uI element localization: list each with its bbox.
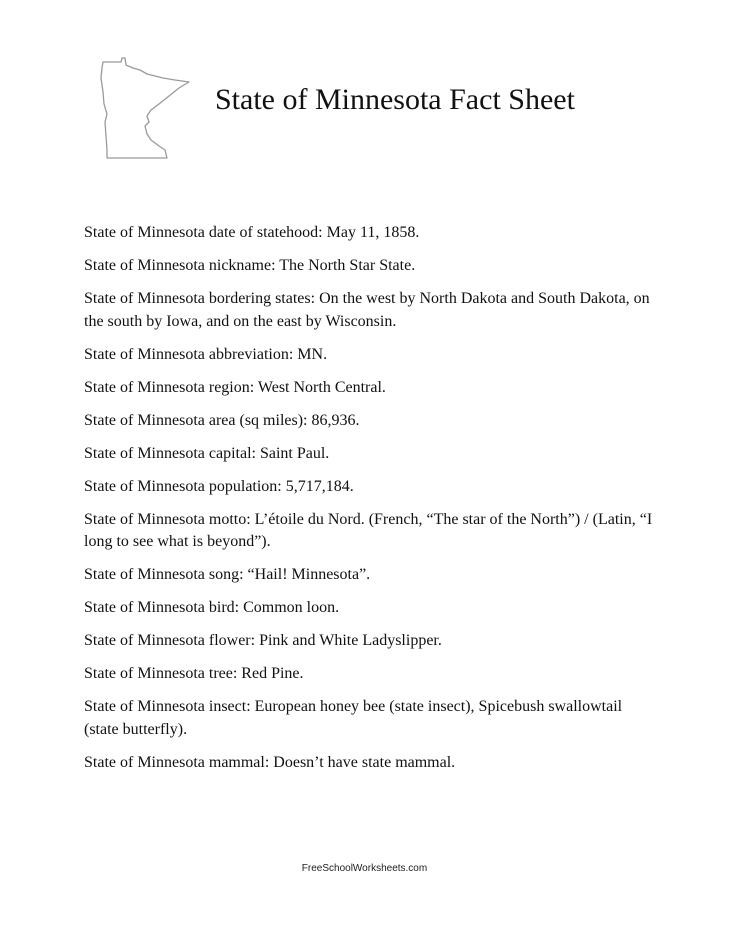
fact-bird: State of Minnesota bird: Common loon.: [84, 599, 340, 616]
fact-bordering-states: State of Minnesota bordering states: On the west by North Dakota and South Dakota, on the south by Iowa, and on the east by Wisconsin.: [84, 290, 650, 330]
footer-site-link[interactable]: FreeSchoolWorksheets.com: [301, 863, 428, 874]
fact-area: State of Minnesota area (sq miles): 86,936.: [84, 411, 360, 429]
fact-mammal: State of Minnesota mammal: Doesn’t have state mammal.: [84, 753, 456, 771]
fact-abbreviation: State of Minnesota abbreviation: MN.: [84, 345, 328, 363]
fact-region: State of Minnesota region: West North Central.: [84, 378, 386, 396]
fact-nickname: State of Minnesota nickname: The North Star State.: [84, 257, 416, 274]
fact-capital: State of Minnesota capital: Saint Paul.: [84, 444, 330, 462]
fact-insect: State of Minnesota insect: European honey bee (state insect), Spicebush swallowtail (state butterfly).: [84, 698, 623, 738]
fact-motto: State of Minnesota motto: L’étoile du Nord. (French, “The star of the North”) / (Latin, “I long to see what is beyond”).: [84, 510, 653, 550]
fact-statehood: State of Minnesota date of statehood: May 11, 1858.: [84, 224, 420, 241]
fact-population: State of Minnesota population: 5,717,184.: [84, 477, 354, 495]
facts-list: [84, 222, 654, 785]
fact-tree: State of Minnesota tree: Red Pine.: [84, 665, 304, 682]
minnesota-outline-icon: [95, 56, 191, 160]
fact-flower: State of Minnesota flower: Pink and White Ladyslipper.: [84, 632, 442, 649]
fact-song: State of Minnesota song: “Hail! Minnesota”.: [84, 566, 371, 583]
page-title: State of Minnesota Fact Sheet: [215, 83, 575, 116]
